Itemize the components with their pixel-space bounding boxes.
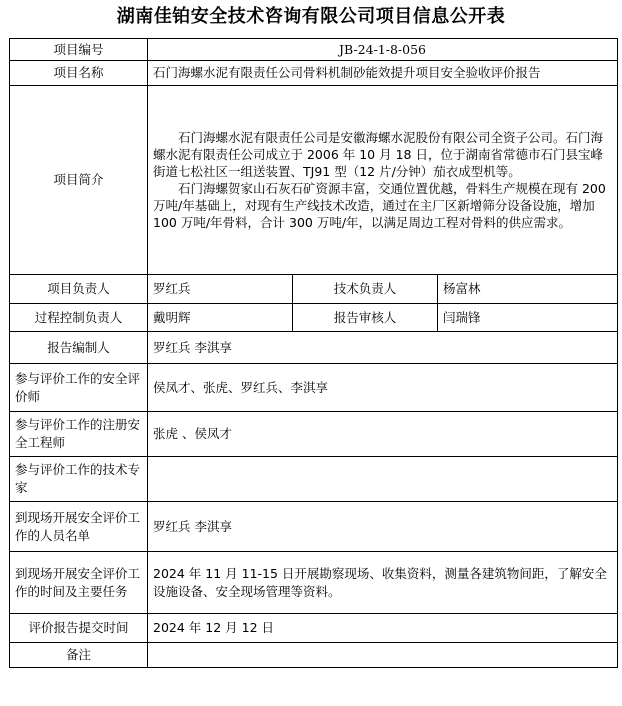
report-author-value: 罗红兵 李淇享 xyxy=(148,332,618,364)
process-control-label: 过程控制负责人 xyxy=(10,304,148,332)
row-leaders xyxy=(10,275,618,304)
row-tech-experts xyxy=(10,457,618,502)
project-leader-label: 项目负责人 xyxy=(10,275,148,304)
intro-paragraph-2: 石门海螺贺家山石灰石矿资源丰富，交通位置优越，骨料生产规模在现有 200 万吨/年基础上，对现有生产线技术改造，通过在主厂区新增筛分设备设施，增加 100 万吨/年骨料，合计 300 万吨/年，以满足周边工程对骨料的供应需求。 xyxy=(153,181,606,230)
process-control-value: 戴明辉 xyxy=(148,304,293,332)
onsite-personnel-value: 罗红兵 李淇享 xyxy=(148,502,618,552)
tech-leader-value: 杨富林 xyxy=(438,275,618,304)
row-safety-evaluators xyxy=(10,364,618,412)
row-remarks xyxy=(10,643,618,668)
document-title: 湖南佳铂安全技术咨询有限公司项目信息公开表 xyxy=(116,6,506,27)
safety-evaluators-value: 侯凤才、张虎、罗红兵、李淇享 xyxy=(148,364,618,412)
onsite-personnel-label: 到现场开展安全评价工作的人员名单 xyxy=(10,502,148,552)
tech-experts-label: 参与评价工作的技术专家 xyxy=(10,457,148,502)
project-intro-label: 项目简介 xyxy=(10,86,148,275)
project-code-value: JB-24-1-8-056 xyxy=(148,39,618,61)
row-project-code xyxy=(10,39,618,61)
row-project-name xyxy=(10,61,618,86)
registered-engineers-label: 参与评价工作的注册安全工程师 xyxy=(10,412,148,457)
tech-leader-label: 技术负责人 xyxy=(293,275,438,304)
row-report-author xyxy=(10,332,618,364)
project-info-table xyxy=(9,38,618,668)
report-reviewer-value: 闫瑞锋 xyxy=(438,304,618,332)
submit-time-label: 评价报告提交时间 xyxy=(10,614,148,643)
project-leader-value: 罗红兵 xyxy=(148,275,293,304)
row-submit-time xyxy=(10,614,618,643)
tech-experts-value xyxy=(148,457,618,502)
project-intro-value xyxy=(148,86,618,275)
intro-paragraph-1: 石门海螺水泥有限责任公司是安徽海螺水泥股份有限公司全资子公司。石门海螺水泥有限责任公司成立于 2006 年 10 月 18 日，位于湖南省常德市石门县宝峰街道七松社区一组送装置、TJ91 型（12 片/分钟）茄衣成型机等。 xyxy=(153,130,604,179)
project-name-label: 项目名称 xyxy=(10,61,148,86)
project-code-label: 项目编号 xyxy=(10,39,148,61)
onsite-time-tasks-value: 2024 年 11 月 11-15 日开展勘察现场、收集资料，测量各建筑物间距，了解安全设施设备、安全现场管理等资料。 xyxy=(148,552,618,614)
report-reviewer-label: 报告审核人 xyxy=(293,304,438,332)
safety-evaluators-label: 参与评价工作的安全评价师 xyxy=(10,364,148,412)
registered-engineers-value: 张虎 、侯凤才 xyxy=(148,412,618,457)
project-name-value: 石门海螺水泥有限责任公司骨料机制砂能效提升项目安全验收评价报告 xyxy=(148,61,618,86)
row-project-intro xyxy=(10,86,618,275)
onsite-time-tasks-label: 到现场开展安全评价工作的时间及主要任务 xyxy=(10,552,148,614)
row-onsite-time-tasks xyxy=(10,552,618,614)
report-author-label: 报告编制人 xyxy=(10,332,148,364)
row-control-review xyxy=(10,304,618,332)
row-onsite-personnel xyxy=(10,502,618,552)
row-registered-engineers xyxy=(10,412,618,457)
remarks-label: 备注 xyxy=(10,643,148,668)
remarks-value xyxy=(148,643,618,668)
submit-time-value: 2024 年 12 月 12 日 xyxy=(148,614,618,643)
